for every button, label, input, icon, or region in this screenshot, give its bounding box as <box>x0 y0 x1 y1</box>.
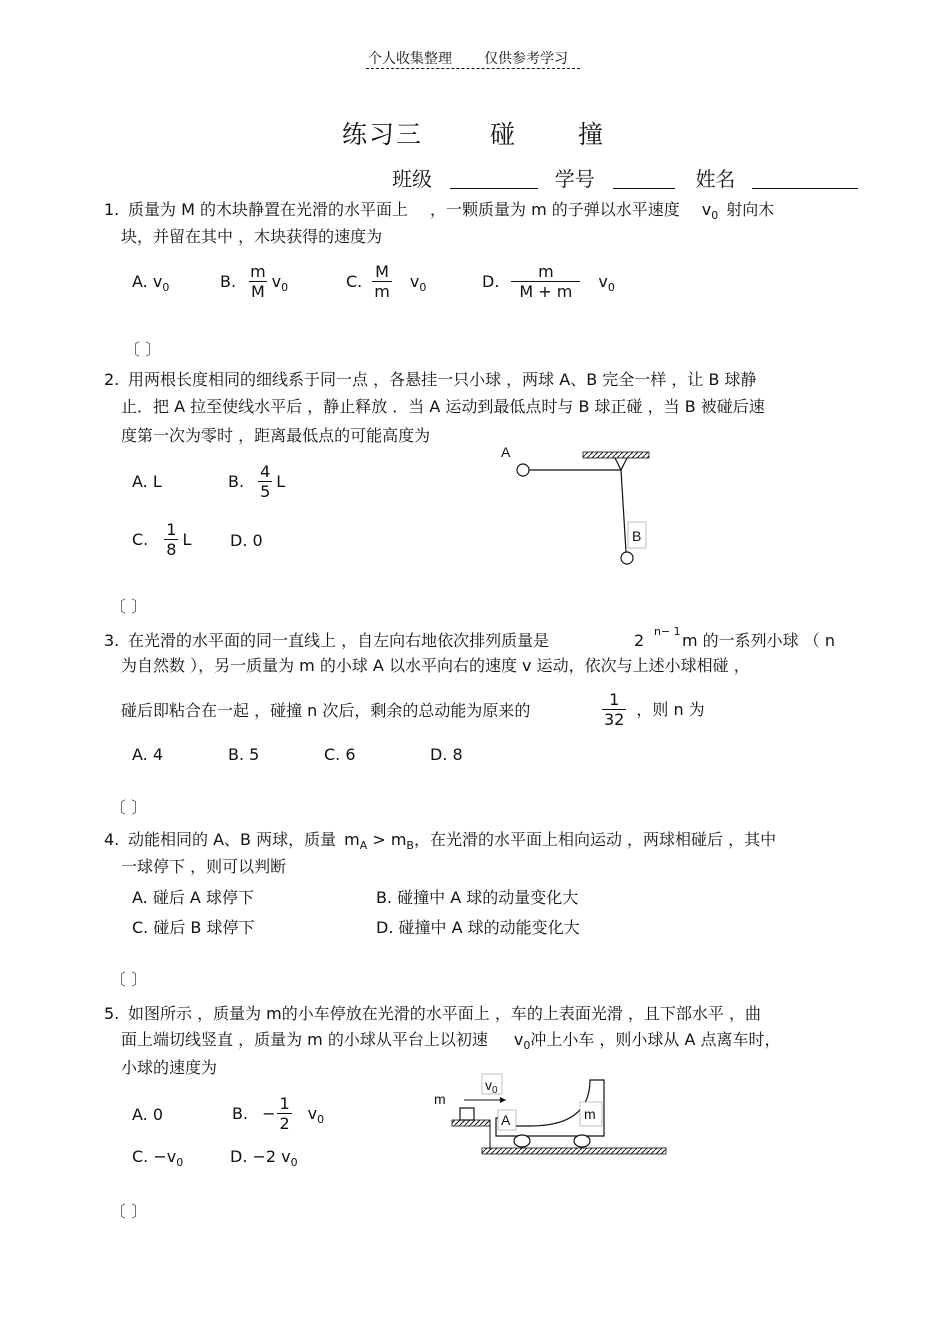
q2-answer-bracket[interactable]: 〔 〕 <box>110 597 148 616</box>
q4-answer-bracket[interactable]: 〔 〕 <box>110 970 148 989</box>
q1-number: 1. <box>104 200 120 219</box>
q2-number: 2. <box>104 370 120 389</box>
q3-line1a: 在光滑的水平面的同一直线上 ，自左向右地依次排列质量是 <box>128 631 550 650</box>
q5-option-c[interactable]: C. $-v_0$ <box>132 1147 184 1170</box>
q1-line2: 块，并留在其中 ，木块获得的速度为 <box>121 227 383 246</box>
class-field[interactable] <box>450 168 538 189</box>
ground <box>482 1148 666 1154</box>
header-right: 仅供参考学习 <box>484 51 568 67</box>
q3-option-c[interactable]: C. 6 <box>324 745 356 764</box>
label-a: A <box>501 1112 511 1128</box>
student-info <box>392 168 858 189</box>
q2-option-c[interactable]: C. $\frac{1}{8}$ L <box>132 520 192 560</box>
q2-pendulum-figure <box>495 440 660 575</box>
q1-text-1c: 射向木 <box>726 200 775 219</box>
label-v0: $v_0$ <box>485 1077 498 1096</box>
label-m-ball: m <box>434 1091 446 1107</box>
q5-line1: 如图所示 ，质量为 m的小车停放在光滑的水平面上 ，车的上表面光滑 ，且下部水平 ，曲 <box>128 1004 762 1023</box>
q1-text-1a: 质量为 M 的木块静置在光滑的水平面上 <box>128 200 408 219</box>
q1-d-fraction: $\frac{m}{M + m}$ <box>511 262 580 301</box>
q5-option-d[interactable]: D. −2 $v_0$ <box>230 1147 298 1170</box>
q4-number: 4. <box>104 830 120 849</box>
q2-b-fraction: $\frac{4}{5}$ <box>260 462 271 502</box>
name-label: 姓名 <box>695 167 736 191</box>
q1-option-d[interactable]: D. $\frac{m}{M + m}$ $v_0$ <box>482 262 615 302</box>
ball-block <box>460 1108 474 1120</box>
q3-line3a: 碰后即粘合在一起 ，碰撞 n 次后，剩余的总动能为原来的 <box>121 701 531 720</box>
q4-option-a[interactable]: A. 碰后 A 球停下 <box>132 888 254 907</box>
ceiling <box>583 452 649 458</box>
id-label: 学号 <box>554 167 595 191</box>
q5-b-fraction: $\frac{1}{2}$ <box>279 1094 290 1134</box>
q3-one-over-32: $\frac{1}{32}$ <box>604 690 625 730</box>
q5-option-b[interactable]: B. − $\frac{1}{2}$ $v_0$ <box>232 1094 325 1134</box>
q3-fraction: $\frac{1}{32}$ ，则 n 为 <box>604 690 705 730</box>
q3-line1b: m 的一系列小球 （ n <box>682 631 835 650</box>
label-m-car: m <box>584 1106 596 1122</box>
q3-answer-bracket[interactable]: 〔 〕 <box>110 798 148 817</box>
q1-option-b[interactable]: B. $\frac{m}{M}$ $v_0$ <box>220 262 289 302</box>
q4-line1: 动能相同的 A、B 两球，质量 $m_A > m_B$，在光滑的水平面上相向运动 ，两球相碰后 ，其中 <box>128 830 777 853</box>
class-label: 班级 <box>392 167 432 191</box>
platform <box>452 1120 490 1126</box>
label-b: B <box>632 528 642 544</box>
q5-answer-bracket[interactable]: 〔 〕 <box>110 1202 148 1221</box>
q2-option-d[interactable]: D. 0 <box>230 531 263 550</box>
q3-number: 3. <box>104 631 120 650</box>
wheel-left <box>514 1135 530 1147</box>
q1-answer-bracket[interactable]: 〔 〕 <box>124 340 162 359</box>
q3-base: 2 <box>634 631 645 650</box>
q2-line2: 止．把 A 拉至使线水平后 ，静止释放 ．当 A 运动到最低点时与 B 球正碰 ，当 B 被碰后速 <box>121 397 765 416</box>
page-title: 练习三 <box>342 120 424 149</box>
q1-b-fraction: $\frac{m}{M}$ <box>250 262 266 302</box>
q5-line3: 小球的速度为 <box>121 1058 218 1077</box>
q1-option-a[interactable]: A. $v_0$ <box>132 272 170 295</box>
q4-line2: 一球停下 ，则可以判断 <box>121 857 287 876</box>
q2-c-fraction: $\frac{1}{8}$ <box>166 520 177 560</box>
ball-b <box>621 552 633 564</box>
q4-option-d[interactable]: D. 碰撞中 A 球的动能变化大 <box>376 918 580 937</box>
q5-number: 5. <box>104 1004 120 1023</box>
q1-v0: $v_0$ <box>701 200 719 223</box>
q5-line2: 面上端切线竖直 ，质量为 m 的小球从平台上以初速 $v_0$冲上小车 ，则小球从 A 点离车时， <box>121 1030 781 1053</box>
q3-line2: 为自然数 ），另一质量为 m 的小球 A 以水平向右的速度 v 运动，依次与上述小球相碰 ， <box>121 656 750 675</box>
q1-line1 <box>128 200 775 223</box>
q3-option-a[interactable]: A. 4 <box>132 745 164 764</box>
q2-line1: 用两根长度相同的细线系于同一点 ，各悬挂一只小球 ，两球 A、B 完全一样 ，让 B 球静 <box>128 370 757 389</box>
q1-option-c[interactable]: C. $\frac{M}{m}$ $v_0$ <box>346 262 427 302</box>
q5-cart-figure <box>430 1070 670 1160</box>
id-field[interactable] <box>613 168 675 189</box>
pivot-support <box>615 458 627 470</box>
wheel-right <box>574 1135 590 1147</box>
q3-option-b[interactable]: B. 5 <box>228 745 260 764</box>
q4-option-b[interactable]: B. 碰撞中 A 球的动量变化大 <box>376 888 579 907</box>
name-field[interactable] <box>752 168 858 189</box>
q5-option-a[interactable]: A. 0 <box>132 1105 164 1124</box>
q3-option-d[interactable]: D. 8 <box>430 745 463 764</box>
q4-option-c[interactable]: C. 碰后 B 球停下 <box>132 918 255 937</box>
q2-option-b[interactable]: B. $\frac{4}{5}$ L <box>228 462 286 502</box>
q2-option-a[interactable]: A. L <box>132 472 162 491</box>
label-a: A <box>501 444 511 460</box>
q3-exponent: n− 1 <box>654 625 681 638</box>
ball-a <box>517 464 529 476</box>
header-left: 个人收集整理 <box>368 51 452 67</box>
q2-line3: 度第一次为零时 ，距离最低点的可能高度为 <box>121 426 431 445</box>
title-char-1: 碰 <box>490 120 518 149</box>
string-b <box>621 470 626 552</box>
q1-text-1b: ，一颗质量为 m 的子弹以水平速度 <box>429 200 680 219</box>
q1-c-fraction: $\frac{M}{m}$ <box>374 262 390 302</box>
title-char-2: 撞 <box>578 120 606 149</box>
header-rule <box>366 68 580 69</box>
